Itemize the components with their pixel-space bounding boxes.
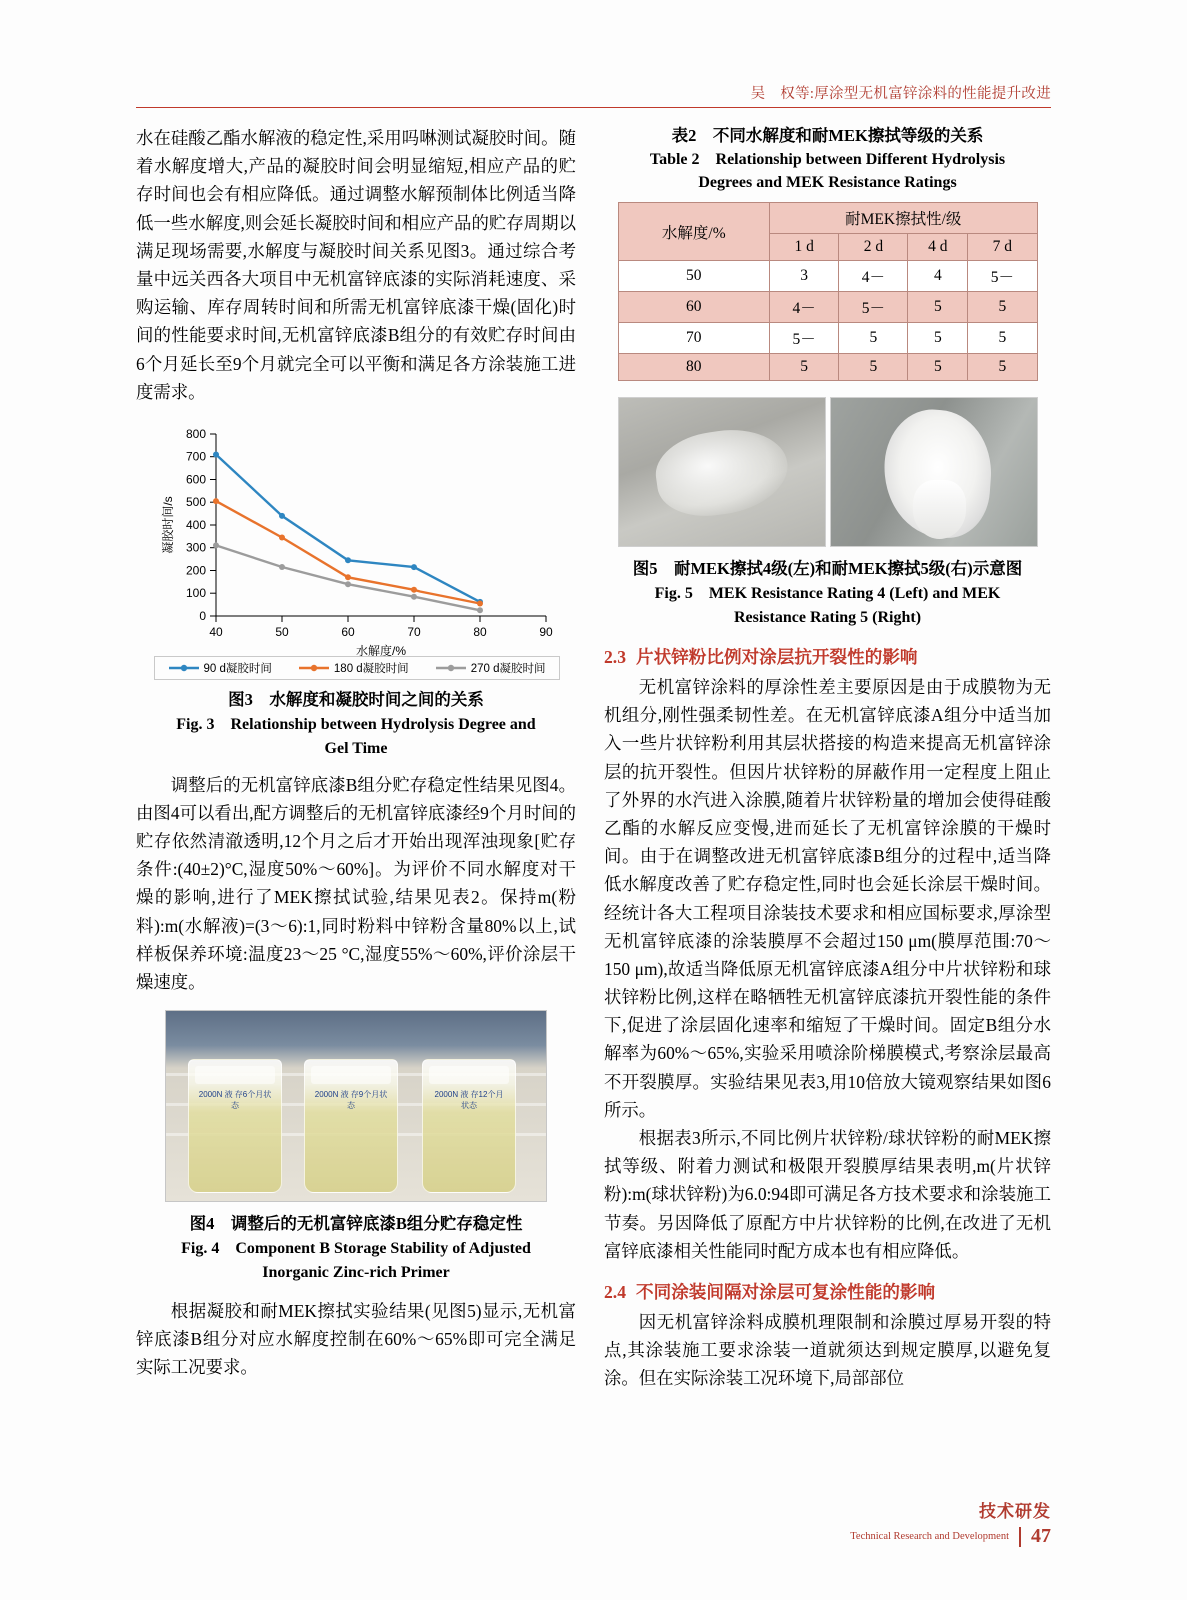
chart-svg [136, 420, 576, 680]
figure-5-caption-cn: 图5 耐MEK擦拭4级(左)和耐MEK擦拭5级(右)示意图 [632, 559, 1023, 579]
cell-4d: 4 [908, 261, 968, 292]
table-2-header-2d: 2 d [839, 234, 908, 261]
svg-text:90: 90 [539, 624, 553, 639]
cell-4d: 5 [908, 323, 968, 354]
figure-3-caption-cn: 图3 水解度和凝胶时间之间的关系 [228, 689, 484, 709]
figure-5-caption-en-2: Resistance Rating 5 (Right) [733, 609, 922, 627]
cell-4d: 5 [908, 354, 968, 381]
figure-4-caption [136, 1212, 576, 1285]
figure-4-caption-en-2: Inorganic Zinc-rich Primer [262, 1263, 450, 1281]
paragraph-hydrolysis-stability: 水在硅酸乙酯水解液的稳定性,采用吗啉测试凝胶时间。随着水解度增大,产品的凝胶时间会明显缩短,相应产品的贮存时间也会有相应降低。通过调整水解预制体比例适当降低一些水解度,则会延长凝胶时间和相应产品的贮存周期以满足现场需要,水解度与凝胶时间关系见图3。通过综合考量中远关西各大项目中无机富锌底漆的实际消耗速度、采购运输、库存周转时间和所需无机富锌底漆干燥(固化)时间的性能要求时间,无机富锌底漆B组分的有效贮存时间由6个月延长至9个月就完全可以平衡和满足各方涂装施工进度需求。 [136, 128, 576, 402]
footer-section-cn: 技术研发 [979, 1502, 1051, 1521]
table-2-body [618, 261, 1037, 381]
cell-1d: 5 [770, 354, 839, 381]
cell-1d: 4－ [770, 292, 839, 323]
table-2-title-en-2: Degrees and MEK Resistance Ratings [698, 174, 957, 192]
figure-3-caption-en-1: Fig. 3 Relationship between Hydrolysis Degree and [176, 715, 536, 733]
page-footer [850, 1497, 1051, 1548]
legend-item-270d [436, 660, 546, 676]
svg-text:0: 0 [199, 608, 206, 623]
table-2-head [618, 203, 1037, 261]
svg-text:40: 40 [209, 624, 223, 639]
table-2-title-en-1: Table 2 Relationship between Different Hydrolysis [649, 150, 1006, 168]
footer-row [850, 1525, 1051, 1548]
cell-2d: 5 [839, 354, 908, 381]
cell-hydrolysis: 60 [618, 292, 770, 323]
table-2-header-1d: 1 d [770, 234, 839, 261]
header-divider [136, 107, 1051, 108]
running-header: 吴 权等:厚涂型无机富锌涂料的性能提升改进 [750, 86, 1051, 102]
cell-7d: 5 [968, 292, 1037, 323]
section-heading-2-3 [604, 644, 1051, 669]
jar-label-3: 2000N 液 存12个月状态 [434, 1090, 504, 1110]
jar-9-months [304, 1059, 398, 1193]
legend-label-90d: 90 d凝胶时间 [203, 662, 272, 675]
table-2-header-group: 耐MEK擦拭性/级 [770, 203, 1037, 234]
svg-text:300: 300 [185, 540, 206, 555]
section-title-2-3: 片状锌粉比例对涂层抗开裂性的影响 [636, 647, 918, 668]
cell-hydrolysis: 70 [618, 323, 770, 354]
section-number-2-4: 2.4 [604, 1281, 626, 1302]
jar-12-months [422, 1059, 516, 1193]
cell-2d: 5－ [839, 292, 908, 323]
footer-section-en: Technical Research and Development [850, 1531, 1009, 1542]
cell-1d: 5－ [770, 323, 839, 354]
svg-text:凝胶时间/s: 凝胶时间/s [161, 496, 175, 554]
figure-5-photos [618, 397, 1038, 547]
table-2-header-row-1 [618, 203, 1037, 234]
cell-hydrolysis: 80 [618, 354, 770, 381]
page-number: 47 [1031, 1525, 1051, 1547]
paragraph-recoatability: 因无机富锌涂料成膜机理限制和涂膜过厚易开裂的特点,其涂装施工要求涂装一道就须达到规定膜厚,以避免复涂。但在实际涂装工况环境下,局部部位 [604, 1311, 1051, 1389]
jar-label-1: 2000N 液 存6个月状态 [198, 1090, 272, 1110]
paragraph-storage-stability: 调整后的无机富锌底漆B组分贮存稳定性结果见图4。由图4可以看出,配方调整后的无机富锌底漆经9个月时间的贮存依然清澈透明,12个月之后才开始出现浑浊现象[贮存条件:(40±2)°C,湿度50%～60%]。为评价不同水解度对干燥的影响,进行了MEK擦拭试验,结果见表2。保持m(粉料):m(水解液)=(3～6):1,同时粉料中锌粉含量80%以上,试样板保养环境:温度23～25 °C,湿度55%～60%,评价涂层干燥速度。 [136, 774, 576, 992]
section-title-2-4: 不同涂装间隔对涂层可复涂性能的影响 [636, 1281, 936, 1302]
legend-label-270d: 270 d凝胶时间 [470, 662, 546, 675]
legend-item-180d [299, 660, 409, 676]
table-2 [618, 202, 1038, 381]
svg-text:70: 70 [407, 624, 421, 639]
paragraph-table3-results: 根据表3所示,不同比例片状锌粉/球状锌粉的耐MEK擦拭等级、附着力测试和极限开裂膜厚结果表明,m(片状锌粉):m(球状锌粉)为6.0:94即可满足各方技术要求和涂装施工节奏。另因降低了原配方中片状锌粉的比例,在改进了无机富锌底漆相关性能同时配方成本也有相应降低。 [604, 1128, 1051, 1261]
figure-3-caption [136, 688, 576, 761]
figure-3-caption-en-2: Gel Time [324, 739, 388, 757]
cell-1d: 3 [770, 261, 839, 292]
cell-2d: 5 [839, 323, 908, 354]
svg-text:80: 80 [473, 624, 487, 639]
figure-5-caption-en-1: Fig. 5 MEK Resistance Rating 4 (Left) and MEK [654, 585, 1001, 603]
cell-2d: 4－ [839, 261, 908, 292]
table-row [618, 261, 1037, 292]
svg-text:水解度/%: 水解度/% [355, 643, 407, 658]
table-row [618, 292, 1037, 323]
paragraph-flake-zinc-ratio: 无机富锌涂料的厚涂性差主要原因是由于成膜物为无机组分,刚性强柔韧性差。在无机富锌底漆A组分中适当加入一些片状锌粉利用其层状搭接的构造来提高无机富锌涂层的抗开裂性。但因片状锌粉的屏蔽作用一定程度上阻止了外界的水汽进入涂膜,随着片状锌粉量的增加会使得硅酸乙酯的水解反应变慢,进而延长了无机富锌涂膜的干燥时间。由于在调整改进无机富锌底漆B组分的过程中,适当降低水解度改善了贮存稳定性,同时也会延长涂层干燥时间。经统计各大工程项目涂装技术要求和相应国标要求,厚涂型无机富锌底漆的涂装膜厚不会超过150 μm(膜厚范围:70～150 μm),故适当降低原无机富锌底漆A组分中片状锌粉和球状锌粉比例,这样在略牺牲无机富锌底漆抗开裂性能的条件下,促进了涂层固化速率和缩短了干燥时间。固定B组分水解率为60%～65%,实验采用喷涂阶梯膜模式,考察涂层最高不开裂膜厚。实验结果见表3,用10倍放大镜观察结果如图6所示。 [604, 677, 1051, 1120]
table-row [618, 354, 1037, 381]
table-2-title [604, 124, 1051, 194]
paragraph-mek-conclusion: 根据凝胶和耐MEK擦拭实验结果(见图5)显示,无机富锌底漆B组分对应水解度控制在60%～65%即可完全满足实际工况要求。 [136, 1300, 576, 1378]
cell-7d: 5 [968, 323, 1037, 354]
figure-5-caption [604, 557, 1051, 630]
jar-6-months [188, 1059, 282, 1193]
figure-3 [136, 420, 576, 761]
jar-label-2: 2000N 液 存9个月状态 [314, 1090, 388, 1110]
table-2-header-hydrolysis: 水解度/% [618, 203, 770, 261]
figure-5-photo-right [830, 397, 1038, 547]
left-column [136, 124, 576, 1381]
svg-text:200: 200 [185, 563, 206, 578]
section-heading-2-4 [604, 1279, 1051, 1304]
svg-text:800: 800 [185, 426, 206, 441]
figure-4-photo [165, 1010, 547, 1202]
figure-4-caption-en-1: Fig. 4 Component B Storage Stability of Adjusted [181, 1239, 531, 1257]
table-2-header-4d: 4 d [908, 234, 968, 261]
svg-text:50: 50 [275, 624, 289, 639]
table-2-header-7d: 7 d [968, 234, 1037, 261]
section-number-2-3: 2.3 [604, 647, 626, 668]
figure-5-photo-left [618, 397, 826, 547]
svg-text:400: 400 [185, 517, 206, 532]
figure-4-caption-cn: 图4 调整后的无机富锌底漆B组分贮存稳定性 [189, 1214, 523, 1234]
cell-7d: 5 [968, 354, 1037, 381]
legend-label-180d: 180 d凝胶时间 [333, 662, 409, 675]
svg-text:100: 100 [185, 586, 206, 601]
cell-hydrolysis: 50 [618, 261, 770, 292]
cell-4d: 5 [908, 292, 968, 323]
table-2-title-cn: 表2 不同水解度和耐MEK擦拭等级的关系 [671, 126, 984, 145]
cell-7d: 5－ [968, 261, 1037, 292]
legend-item-90d [169, 660, 272, 676]
chart-legend [154, 656, 560, 680]
svg-text:700: 700 [185, 449, 206, 464]
table-row [618, 323, 1037, 354]
footer-divider [1019, 1527, 1021, 1547]
gel-time-chart [136, 420, 576, 680]
svg-text:600: 600 [185, 472, 206, 487]
svg-text:60: 60 [341, 624, 355, 639]
svg-text:500: 500 [185, 495, 206, 510]
figure-4 [136, 1010, 576, 1285]
right-column [604, 124, 1051, 1393]
